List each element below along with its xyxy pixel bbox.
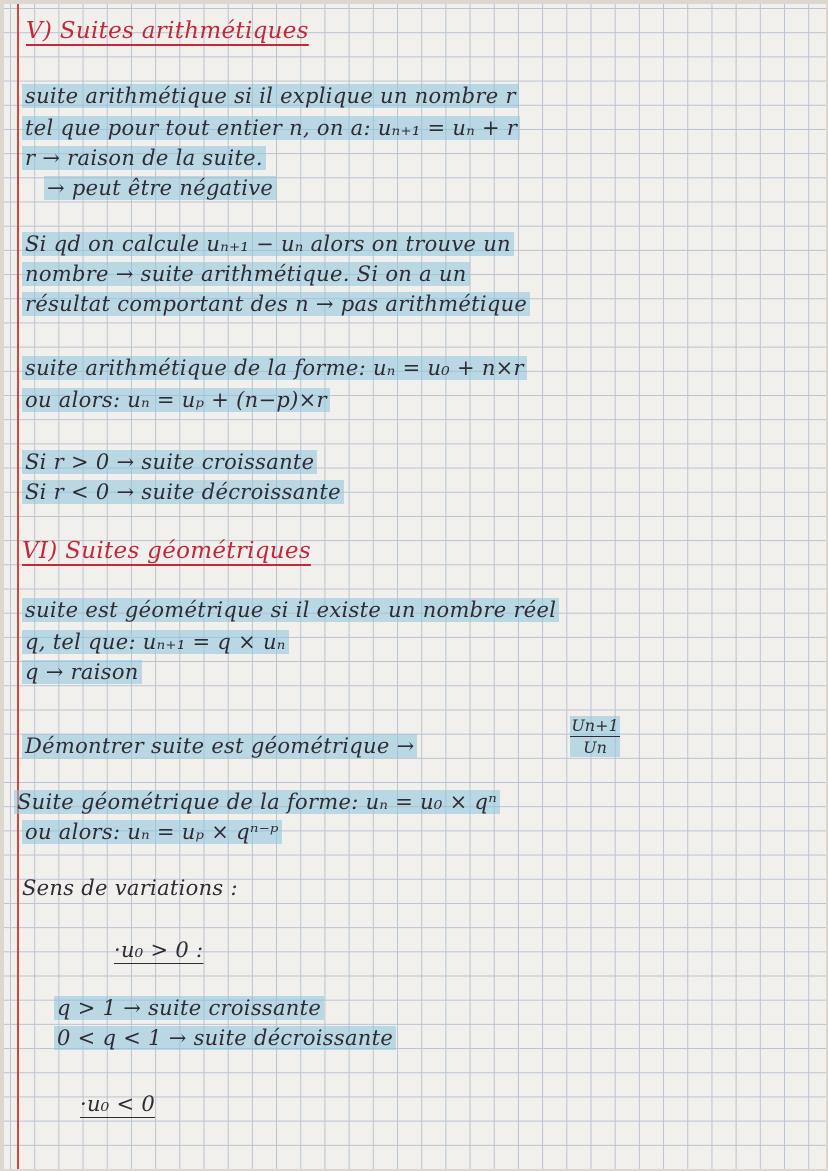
note-line [54,1026,396,1050]
note-text: Si qd on calcule uₙ₊₁ − uₙ alors on trouve un [22,232,514,256]
case-heading: ·u₀ < 0 [80,1092,156,1116]
note-text: nombre → suite arithmétique. Si on a un [22,262,470,286]
note-text: Si r > 0 → suite croissante [22,450,317,474]
note-line [14,790,500,814]
note-line [22,356,527,380]
note-text: Sens de variations : [22,876,238,900]
note-line [22,734,417,758]
note-line [22,262,470,286]
note-text: tel que pour tout entier n, on a: uₙ₊₁ = uₙ + r [22,116,520,140]
ratio-fraction [570,716,620,757]
note-line [22,84,519,108]
fraction-numerator: Un+1 [571,716,619,735]
note-text: q > 1 → suite croissante [54,996,324,1020]
note-text: q, tel que: uₙ₊₁ = q × uₙ [22,630,289,654]
fraction-denominator: Un [570,737,620,757]
note-line [22,480,344,504]
note-line [22,146,266,170]
note-line [22,292,530,316]
section-title-geometric: VI) Suites géométriques [22,538,311,564]
note-text: suite arithmétique si il explique un nombre r [22,84,519,108]
note-text: Démontrer suite est géométrique → [22,734,417,758]
note-line [22,630,289,654]
note-line [54,996,324,1020]
note-line [22,116,520,140]
note-text: résultat comportant des n → pas arithmétique [22,292,530,316]
note-line [22,232,514,256]
note-text: → peut être négative [44,176,276,200]
note-line [22,876,238,900]
case-heading: ·u₀ > 0 : [114,938,204,962]
note-line [22,660,142,684]
note-text: Suite géométrique de la forme: uₙ = u₀ × qⁿ [14,790,500,814]
note-text: suite arithmétique de la forme: uₙ = u₀ + n×r [22,356,527,380]
note-line [22,820,282,844]
note-line [22,450,317,474]
note-text: suite est géométrique si il existe un nombre réel [22,598,559,622]
notebook-page [4,4,826,1169]
note-text: q → raison [22,660,142,684]
note-text: r → raison de la suite. [22,146,266,170]
note-text: Si r < 0 → suite décroissante [22,480,344,504]
note-text: ou alors: uₙ = uₚ × qⁿ⁻ᵖ [22,820,282,844]
margin-line [17,4,19,1169]
note-line [22,598,559,622]
note-line [44,176,276,200]
section-title-arithmetic: V) Suites arithmétiques [26,18,309,44]
note-text: 0 < q < 1 → suite décroissante [54,1026,396,1050]
note-line [22,388,330,412]
note-text: ou alors: uₙ = uₚ + (n−p)×r [22,388,330,412]
